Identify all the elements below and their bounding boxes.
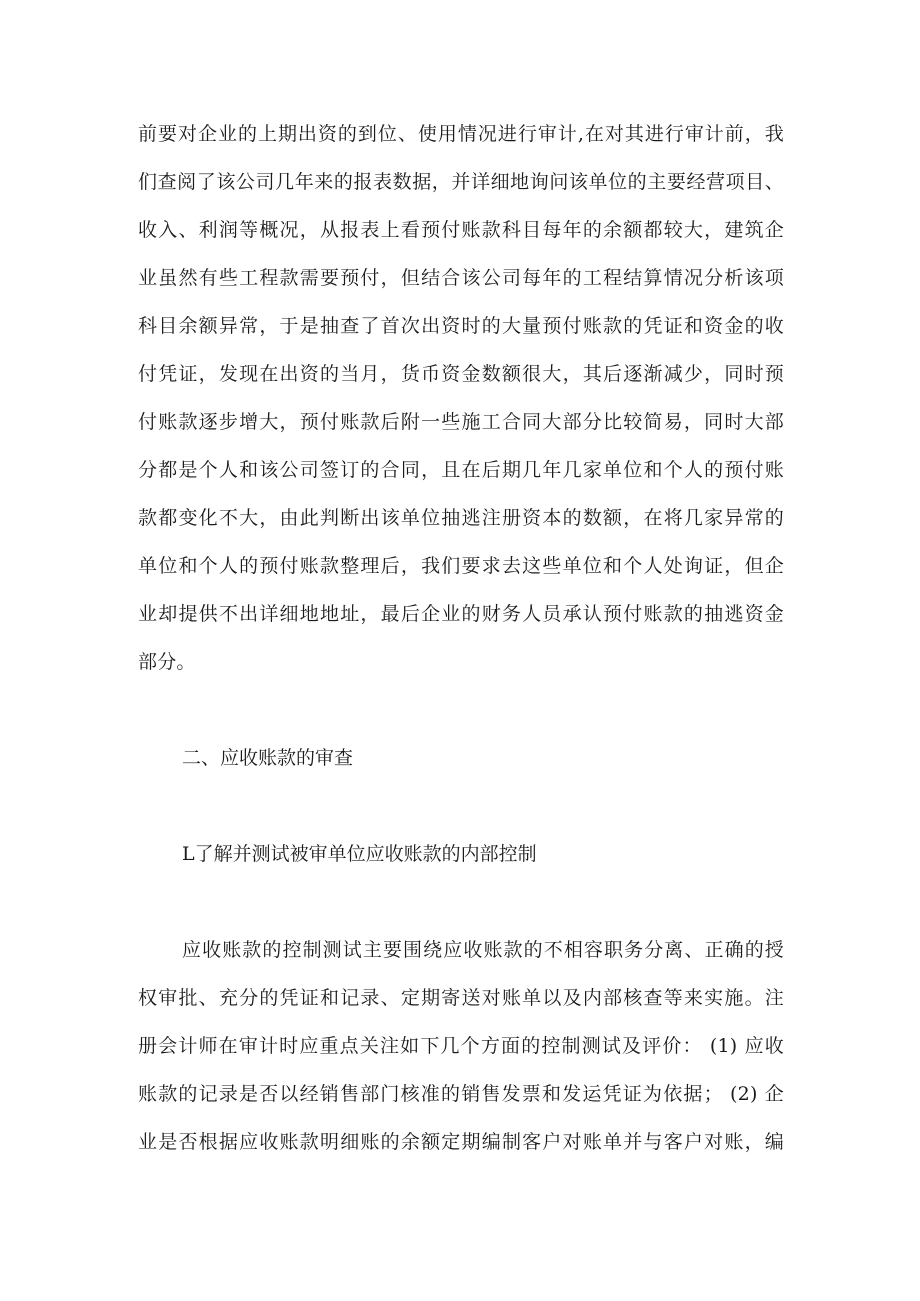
text-line: 们查阅了该公司几年来的报表数据，并详细地询问该单位的主要经营项目、 (138, 171, 784, 193)
paragraph-receivables-control (138, 926, 784, 1166)
text-line: 科目余额异常，于是抽查了首次出资时的大量预付账款的凭证和资金的收 (138, 315, 784, 337)
text-line: 付账款逐步增大，预付账款后附一些施工合同大部分比较简易，同时大部 (138, 411, 784, 433)
text-line: 付凭证，发现在出资的当月，货币资金数额很大，其后逐渐减少，同时预 (138, 363, 784, 385)
text-line: 前要对企业的上期出资的到位、使用情况进行审计,在对其进行审计前，我 (138, 123, 784, 145)
text-line: 账款的记录是否以经销售部门核准的销售发票和发运凭证为依据； (2) 企 (138, 1083, 784, 1105)
text-line: 应收账款的控制测试主要围绕应收账款的不相容职务分离、正确的授 (182, 939, 784, 961)
section-heading: 二、应收账款的审查 (182, 747, 354, 769)
text-line: 业是否根据应收账款明细账的余额定期编制客户对账单并与客户对账，编 (138, 1131, 784, 1153)
text-line: 单位和个人的预付账款整理后，我们要求去这些单位和个人处询证，但企 (138, 555, 784, 577)
text-line: 业却提供不出详细地地址，最后企业的财务人员承认预付账款的抽逃资金 (138, 603, 784, 625)
text-line: 权审批、充分的凭证和记录、定期寄送对账单以及内部核查等来实施。注 (138, 987, 784, 1009)
text-line: 款都变化不大，由此判断出该单位抽逃注册资本的数额，在将几家异常的 (138, 507, 784, 529)
subsection-heading: L了解并测试被审单位应收账款的内部控制 (182, 843, 537, 865)
text-line: 业虽然有些工程款需要预付，但结合该公司每年的工程结算情况分析该项 (138, 267, 784, 289)
text-line: 分都是个人和该公司签订的合同，且在后期几年几家单位和个人的预付账 (138, 459, 784, 481)
text-line: 收入、利润等概况，从报表上看预付账款科目每年的余额都较大，建筑企 (138, 219, 784, 241)
text-line: 部分。 (138, 651, 196, 673)
paragraph-prepaid-audit (138, 110, 784, 686)
text-line: 册会计师在审计时应重点关注如下几个方面的控制测试及评价： (1) 应收 (138, 1035, 784, 1057)
